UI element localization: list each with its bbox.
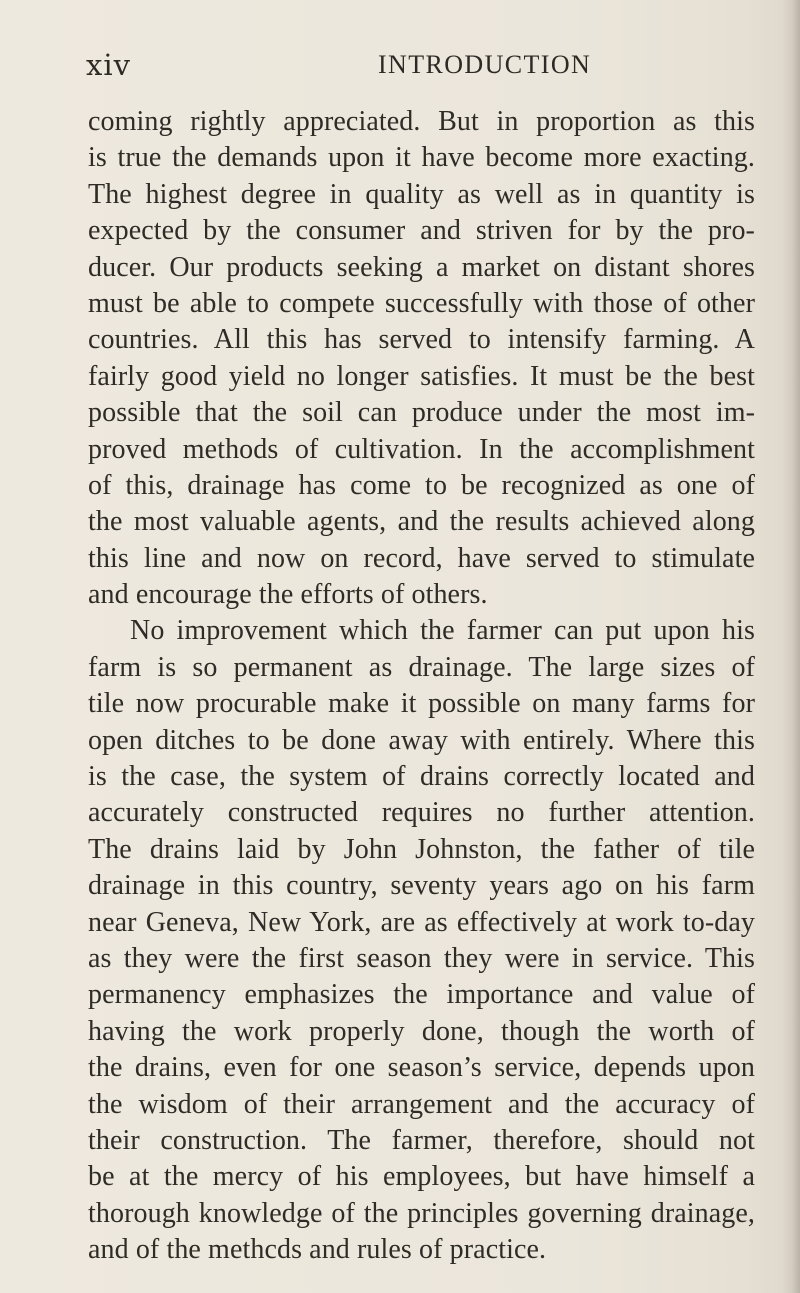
text-line: is the case, the system of drains correctly located and bbox=[88, 761, 755, 793]
text-line: tile now procurable make it possible on many farms for bbox=[88, 688, 755, 720]
text-line: fairly good yield no longer satisfies. It must be the best bbox=[88, 360, 755, 392]
text-line: having the work properly done, though the worth of bbox=[88, 1015, 755, 1047]
text-line: accurately constructed requires no further attention. bbox=[88, 797, 755, 829]
text-line: No improvement which the farmer can put upon his bbox=[130, 615, 755, 647]
text-line: proved methods of cultivation. In the accomplishment bbox=[88, 433, 755, 465]
text-line: open ditches to be done away with entirely. Where this bbox=[88, 724, 755, 756]
running-title: INTRODUCTION bbox=[378, 50, 592, 79]
text-line: the wisdom of their arrangement and the accuracy of bbox=[88, 1088, 755, 1120]
page-number: xiv bbox=[86, 48, 132, 82]
text-line: this line and now on record, have served to stimulate bbox=[88, 542, 755, 574]
text-line: The highest degree in quality as well as in quantity is bbox=[88, 178, 755, 210]
text-line: expected by the consumer and striven for by the pro- bbox=[88, 215, 755, 247]
body-text bbox=[88, 104, 755, 1269]
text-line: farm is so permanent as drainage. The large sizes of bbox=[88, 651, 755, 683]
text-line: thorough knowledge of the principles governing drainage, bbox=[88, 1197, 755, 1229]
paragraph-2 bbox=[88, 613, 755, 1268]
text-line: must be able to compete successfully with those of other bbox=[88, 287, 755, 319]
paragraph-1 bbox=[88, 104, 755, 613]
text-line: drainage in this country, seventy years ago on his farm bbox=[88, 870, 755, 902]
text-line: countries. All this has served to intensify farming. A bbox=[88, 324, 755, 356]
text-line: The drains laid by John Johnston, the father of tile bbox=[88, 833, 755, 865]
text-line: the drains, even for one season’s service, depends upon bbox=[88, 1052, 755, 1084]
text-line: is true the demands upon it have become more exacting. bbox=[88, 142, 755, 174]
text-line: the most valuable agents, and the results achieved along bbox=[88, 506, 755, 538]
text-line: ducer. Our products seeking a market on distant shores bbox=[88, 251, 755, 283]
text-line: permanency emphasizes the importance and value of bbox=[88, 979, 755, 1011]
text-line: near Geneva, New York, are as effectively at work to-day bbox=[88, 906, 755, 938]
text-line: of this, drainage has come to be recognized as one of bbox=[88, 469, 755, 501]
text-line: and encourage the efforts of others. bbox=[88, 579, 488, 611]
text-line: as they were the first season they were in service. This bbox=[88, 942, 755, 974]
running-header bbox=[0, 48, 800, 82]
text-line: possible that the soil can produce under the most im- bbox=[88, 397, 755, 429]
text-line: their construction. The farmer, therefore, should not bbox=[88, 1124, 755, 1156]
page-edge-shadow bbox=[782, 0, 800, 1293]
text-line: and of the methcds and rules of practice. bbox=[88, 1234, 547, 1266]
text-line: coming rightly appreciated. But in proportion as this bbox=[88, 106, 755, 137]
text-line: be at the mercy of his employees, but have himself a bbox=[88, 1161, 755, 1193]
